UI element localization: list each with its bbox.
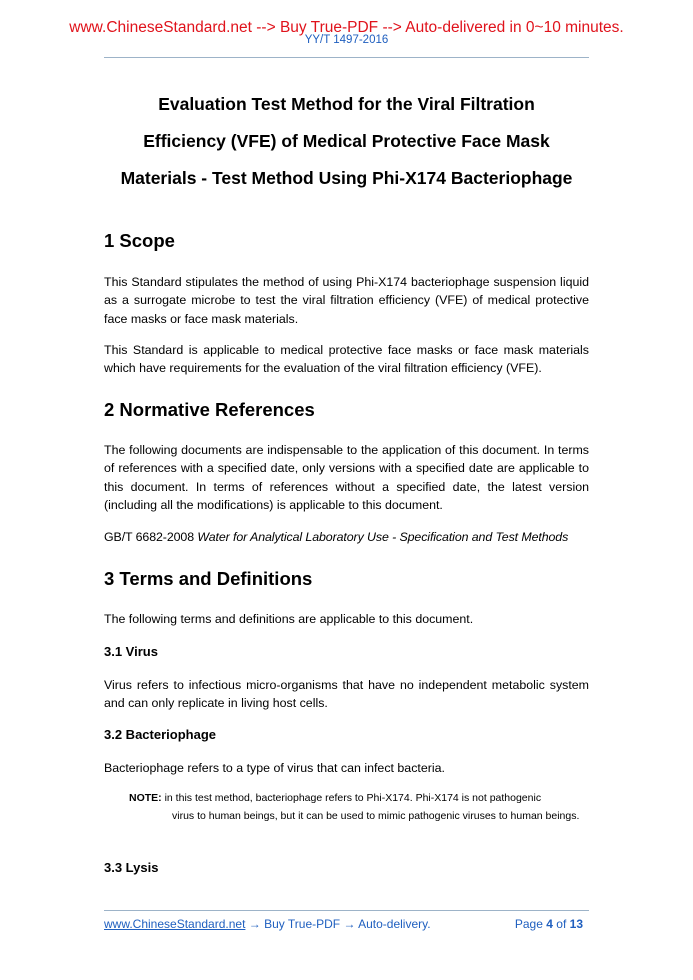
note-block [129,790,589,825]
page-label: Page [514,917,543,931]
normative-paragraph: The following documents are indispensable to the application of this document. In terms of references with a specified date, only versions with a specified date are applicable to this document. In terms of references without a specified date, the latest version (including all the modifications) is applicable to this document. [104,443,589,513]
term-3-2-heading: 3.2 Bacteriophage [104,727,216,742]
section-2-heading: 2 Normative References [104,399,315,420]
page-number: 4 [546,917,553,931]
header-divider [104,57,589,58]
promo-banner[interactable]: www.ChineseStandard.net --> Buy True-PDF --> Auto-delivered in 0~10 minutes. [69,19,624,36]
reference-code: GB/T 6682-2008 [104,530,194,544]
term-3-3-heading: 3.3 Lysis [104,860,159,875]
footer-link[interactable]: www.ChineseStandard.net [104,917,246,931]
page-total: 13 [569,917,583,931]
page-indicator [515,917,583,931]
term-3-1-text: Virus refers to infectious micro-organisms that have no independent metabolic system and can only replicate in living host cells. [104,678,589,711]
footer [104,917,589,931]
normative-reference [104,528,589,546]
scope-paragraph-2: This Standard is applicable to medical protective face masks or face mask materials which have requirements for the evaluation of the viral filtration efficiency (VFE). [104,343,589,376]
title-line-3: Materials - Test Method Using Phi-X174 Bacteriophage [120,168,573,188]
page-of-label: of [556,917,567,931]
title-line-1: Evaluation Test Method for the Viral Filtration [158,94,535,114]
section-1-heading: 1 Scope [104,230,175,251]
document-title [60,86,633,197]
footer-text: → Buy True-PDF → Auto-delivery. [245,917,431,931]
term-3-2-text: Bacteriophage refers to a type of virus that can infect bacteria. [104,761,445,775]
note-first-line: in this test method, bacteriophage refers to Phi-X174. Phi-X174 is not pathogenic [164,792,542,804]
note-label: NOTE: [129,792,162,804]
section-3-heading: 3 Terms and Definitions [104,568,313,589]
footer-divider [104,910,589,911]
scope-paragraph-1: This Standard stipulates the method of using Phi-X174 bacteriophage suspension liquid as a surrogate microbe to test the viral filtration efficiency (VFE) of medical protective face masks or face mask materials. [104,275,589,326]
document-number: YY/T 1497-2016 [304,34,389,46]
note-continuation: virus to human beings, but it can be used to mimic pathogenic viruses to human beings. [172,809,580,822]
term-3-1-heading: 3.1 Virus [104,644,158,659]
reference-title: Water for Analytical Laboratory Use - Specification and Test Methods [197,530,569,544]
terms-intro: The following terms and definitions are applicable to this document. [104,612,474,626]
title-line-2: Efficiency (VFE) of Medical Protective Face Mask [143,131,550,151]
